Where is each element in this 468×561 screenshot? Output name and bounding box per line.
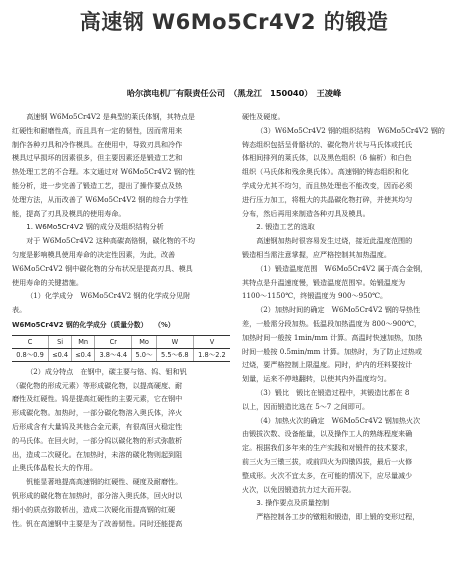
table-cell: 3.8～4.4 [95,348,132,361]
text-line: 组织（马氏体和残余奥氏体）。高速钢的铸态组织和化 [242,167,409,177]
text-line: 表。 [12,305,27,315]
text-line: （碳化物的形成元素）等形成碳化物，以提高硬度、耐 [12,380,183,390]
text-line: （3）W6Mo5Cr4V2 钢的组织结构 W6Mo5Cr4V2 钢的 [256,125,445,135]
text-line: 锻造相当需注意掌握，应严格控制其加热温度。 [242,249,391,259]
table-header-cell: Cr [95,335,132,348]
text-line: 1100～1150℃，终锻温度为 900～950℃。 [242,291,388,301]
table-header-cell: C [12,335,49,348]
table-row [12,348,230,361]
text-line: 时间一般按 0.5min/mm 计算。加热时，为了防止过热或 [242,346,422,356]
text-line: 严格控制各工步的镦粗和锻造，即上锻的变形过程， [256,512,420,522]
text-line: 划量，运来不停地翻转，以使其内外温度均匀。 [242,374,391,384]
text-line: 其特点是升温速度慢，锻造温度范围窄。始锻温度为 [242,277,406,287]
table-cell: 5.5～6.8 [156,348,193,361]
right-column [242,110,460,524]
text-line: 高速钢 W6Mo5Cr4V2 是典型的莱氏体钢，其特点是 [26,112,196,121]
text-line: 学成分尤其不均匀，而且热处理也不能改变，因而必须 [242,180,413,190]
text-line: 体相间排列的莱氏体，以及黑色组织（δ 偏析）和白色 [242,153,412,163]
text-line: 制作各种刃具和冷作模具。在使用中，导致刃具和冷作 [12,139,183,149]
left-paragraphs-continued [12,365,230,531]
table-cell: 0.8～0.9 [12,348,49,361]
text-line: 硬性及硬度。 [242,112,285,121]
text-line: 分布，然后再用来制造各种刃具及模具。 [242,208,370,218]
text-line: 细小的质点弥散析出，造成二次硬化而提高钢的红硬 [12,504,176,514]
text-line: （1）化学成分 W6Mo5Cr4V2 钢的化学成分见附 [26,291,191,301]
table-header-cell: Si [49,335,72,348]
article-title: 高速钢 W6Mo5Cr4V2 的锻造 [79,10,389,34]
text-line: 使用寿命的关键措施。 [12,277,83,287]
left-column [12,110,230,530]
text-line: 热处理工艺的不合理。本文通过对 W6Mo5Cr4V2 钢的性 [12,167,196,177]
text-line: 前三火为三镦三拔，或前四火为四镦四拔，最后一火修 [242,456,413,466]
table-cell: 5.0～ [132,348,156,361]
text-line: （3）锻比 锻比在锻造过程中，其锻造比都在 8 [256,387,410,397]
text-line: 形成碳化物。加热时，一部分碳化物溶入奥氏体，淬火 [12,408,183,418]
section-heading: 1. W6Mo5Cr4V2 钢的成分及组织结构分析 [26,222,164,232]
text-line: W6Mo5Cr4V2 钢中碳化物的分布状况是提高刃具、模具 [12,263,193,273]
text-line: （1）锻造温度范围 W6Mo5Cr4V2 属于高合金钢， [256,263,428,273]
section-heading: 3. 操作要点及质量控制 [256,498,330,508]
region: （黑龙江 150040） [233,88,309,98]
table-header-row [12,335,230,348]
text-line: 磨性及红硬性。钨是提高红硬性的主要元素，它在钢中 [12,394,183,404]
text-line: 的马氏体。在回火时，一部分钨以碳化物的形式弥散析 [12,435,183,445]
text-line: 钒形成的碳化物在加热时，部分溶入奥氏体，回火时以 [12,490,183,500]
table-header-cell: Mo [132,335,156,348]
text-line: 由锻拔次数、设备能量，以及操作工人的熟练程度来确 [242,429,413,439]
text-line: 对于 W6Mo5Cr4V2 这种高碳高铬钢，碳化物的不均 [26,236,196,246]
right-paragraphs [242,110,460,524]
text-line: 加热时间一般按 1min/mm 计算。高温时快速加热，加热 [242,332,423,342]
text-line: 高速钢加热时很容易发生过烧，接近此温度范围的 [256,236,413,246]
table-header-cell: Mn [72,335,95,348]
text-line: 过烧，要严格控制上限温度。同时，炉内的坯料要按计 [242,360,413,370]
table-header-cell: W [156,335,193,348]
text-line: 差，一般需分段加热。低温段加热温度为 800～900℃， [242,318,422,328]
table-header-cell: V [193,335,230,348]
text-line: 能分析，进一步完善了锻造工艺，提出了操作要点及热 [12,180,183,190]
text-line: 能，提高了刃具及模具的使用寿命。 [12,208,126,218]
text-line: 铸态组织包括呈骨骼状的、碳化物片状与马氏体或托氏 [242,139,413,149]
text-line: 钒能显著地提高高速钢的红硬性、硬度及耐磨性。 [26,477,183,487]
text-line: 模具过早损坏的因素很多，但主要因素还是锻造工艺和 [12,153,183,163]
text-line: 出，造成二次硬化。在加热时，未溶的碳化物则起到阻 [12,449,183,459]
author-affiliation [0,88,468,99]
text-line: （4）加热火次的确定 W6Mo5Cr4V2 钢加热火次 [256,415,421,425]
text-line: 后形成含有大量钨及其他合金元素，有很高回火稳定性 [12,421,183,431]
text-line: 以上，因而锻造比选在 5～7 之间即可。 [242,401,370,411]
section-heading: 2. 锻造工艺的选取 [256,222,315,232]
text-line: 火次，以免因锻造抗力过大而开裂。 [242,484,356,494]
organization: 哈尔滨电机厂有限责任公司 [126,88,226,98]
text-line: 匀度是影响模具使用寿命的决定性因素，为此，改善 [12,249,176,259]
left-paragraphs [12,110,230,317]
text-line: 处理方法，从而改善了 W6Mo5Cr4V2 钢的综合力学性 [12,194,188,204]
table-cell: ≤0.4 [49,348,72,361]
text-line: 性。钒在高速钢中主要是为了改善韧性。同时还能提高 [12,518,183,528]
composition-table [12,319,230,362]
table-caption: W6Mo5Cr4V2 钢的化学成分（质量分数） （%） [12,320,175,329]
text-line: （2）加热时间的确定 W6Mo5Cr4V2 钢的导热性 [256,305,421,315]
text-line: 整成形。火次不宜太多，在可能的情况下，应尽量减少 [242,470,413,480]
table-cell: 1.8～2.2 [193,348,230,361]
table-cell: ≤0.4 [72,348,95,361]
text-line: 进行压力加工，将粗大的共晶碳化物打碎，并使其均匀 [242,194,413,204]
text-line: （2）成分特点 在钢中，碳主要与铬、钨、钼和钒 [26,366,187,376]
text-line: 定。根据我们多年来的生产实践和对锻件的技术要求， [242,443,413,453]
text-line: 红硬性和耐磨性高，而且具有一定的韧性，因而常用来 [12,125,183,135]
author-name: 王凌峰 [316,88,342,98]
text-line: 止奥氏体晶粒长大的作用。 [12,463,98,473]
